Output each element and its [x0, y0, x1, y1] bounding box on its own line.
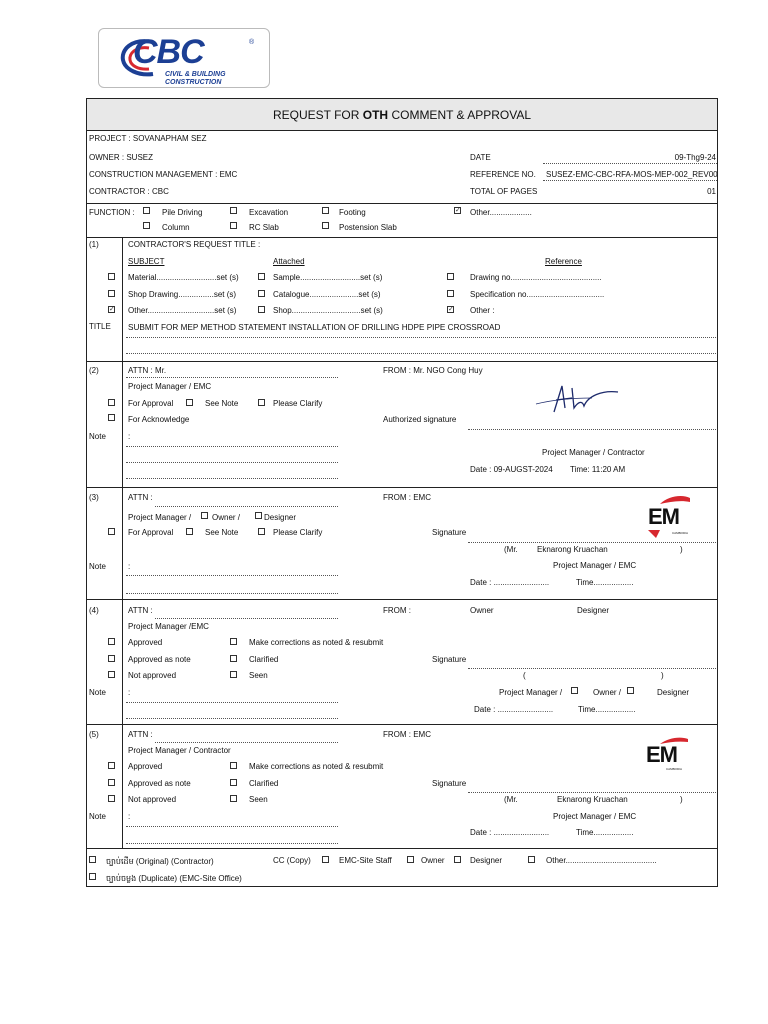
column-label: Column	[162, 223, 190, 232]
cbc-sub1: CIVIL & BUILDING	[165, 71, 226, 78]
subject-other-label: Other..............................set (s)	[128, 306, 237, 315]
s4-seen-label: Seen	[249, 671, 268, 680]
pile-driving-label: Pile Driving	[162, 208, 203, 217]
s2-attn: ATTN : Mr.	[128, 366, 167, 375]
s4-not-approved-label: Not approved	[128, 671, 177, 680]
material-label: Material...........................set (s)	[128, 273, 239, 282]
s3-note-label: Note	[89, 562, 106, 571]
s4-owner: Owner	[470, 606, 494, 615]
footer-designer-checkbox[interactable]	[454, 856, 461, 863]
s3-see-note-checkbox[interactable]	[186, 528, 193, 535]
s5-seen-checkbox[interactable]	[230, 795, 237, 802]
column-checkbox[interactable]	[143, 222, 150, 229]
s4-note-colon: :	[128, 688, 131, 697]
s4-owner-checkbox[interactable]	[571, 687, 578, 694]
specification-checkbox[interactable]	[447, 290, 454, 297]
s4-owner2-label: Owner /	[593, 688, 622, 697]
shop-checkbox[interactable]	[258, 306, 265, 313]
em-logo-2	[646, 736, 694, 776]
s4-pm2: Project Manager /	[499, 688, 563, 697]
s4-note-label: Note	[89, 688, 106, 697]
s2-for-approval-checkbox[interactable]	[108, 399, 115, 406]
s4-designer2-label: Designer	[657, 688, 690, 697]
s4-pm: Project Manager /EMC	[128, 622, 209, 631]
em-logo-text: EM	[648, 504, 679, 529]
s2-note-label: Note	[89, 432, 106, 441]
s2-pm-contractor: Project Manager / Contractor	[542, 448, 645, 457]
drawing-checkbox[interactable]	[447, 273, 454, 280]
s2-number: (2)	[89, 366, 99, 375]
sample-label: Sample...........................set (s)	[273, 273, 383, 282]
shop-label: Shop...............................set (s)	[273, 306, 383, 315]
s5-signature-label: Signature	[432, 779, 467, 788]
s4-seen-checkbox[interactable]	[230, 671, 237, 678]
contractor-name: CONTRACTOR : CBC	[89, 187, 169, 196]
s5-close-paren: )	[680, 795, 683, 804]
footer-other-label: Other.........................................	[546, 856, 657, 865]
catalogue-label: Catalogue......................set (s)	[273, 290, 381, 299]
s2-see-note-checkbox[interactable]	[186, 399, 193, 406]
s2-for-ack-label: For Acknowledge	[128, 415, 190, 424]
s3-owner-checkbox[interactable]	[201, 512, 208, 519]
s5-pm: Project Manager / Contractor	[128, 746, 231, 755]
signature-icon	[532, 382, 622, 416]
ref-label: REFERENCE NO.	[470, 170, 536, 179]
s3-please-clarify-label: Please Clarify	[273, 528, 323, 537]
s2-for-ack-checkbox[interactable]	[108, 414, 115, 421]
s3-attn: ATTN :	[128, 493, 153, 502]
s3-please-clarify-checkbox[interactable]	[258, 528, 265, 535]
owner-name: OWNER : SUSEZ	[89, 153, 154, 162]
s1-attached: Attached	[273, 257, 305, 266]
function-other-checkbox[interactable]: ✓	[455, 207, 461, 214]
project-name: PROJECT : SOVANAPHAM SEZ	[89, 134, 207, 143]
s3-mr: (Mr.	[504, 545, 518, 554]
rc-slab-label: RC Slab	[249, 223, 279, 232]
s4-from: FROM :	[383, 606, 411, 615]
s5-note-colon: :	[128, 812, 131, 821]
original-checkbox[interactable]	[89, 856, 96, 863]
s2-please-clarify-checkbox[interactable]	[258, 399, 265, 406]
s5-approved-note-checkbox[interactable]	[108, 779, 115, 786]
s4-signature-label: Signature	[432, 655, 467, 664]
s2-from: FROM : Mr. NGO Cong Huy	[383, 366, 483, 375]
duplicate-label: ច្បាប់ចម្លង (Duplicate) (EMC-Site Office)	[106, 874, 242, 883]
footer-owner-checkbox[interactable]	[407, 856, 414, 863]
title-label: TITLE	[89, 322, 111, 331]
form-title: REQUEST FOR OTH COMMENT & APPROVAL	[272, 108, 532, 122]
em-logo	[646, 494, 694, 540]
s4-approved-label: Approved	[128, 638, 163, 647]
cbc-reg: ®	[249, 39, 255, 46]
ref-value: SUSEZ-EMC-CBC-RFA-MOS-MEP-002_REV00	[546, 170, 718, 179]
site-staff-label: EMC-Site Staff	[339, 856, 392, 865]
s3-see-note-label: See Note	[205, 528, 239, 537]
s2-date: Date : 09-AUGST-2024	[470, 465, 553, 474]
catalogue-checkbox[interactable]	[258, 290, 265, 297]
footer-designer-label: Designer	[470, 856, 503, 865]
s5-not-approved-label: Not approved	[128, 795, 177, 804]
date-value: 09-Thg9-24	[674, 153, 716, 162]
pile-driving-checkbox[interactable]	[143, 207, 150, 214]
s1-reference: Reference	[545, 257, 582, 266]
s5-approved-label: Approved	[128, 762, 163, 771]
s5-attn: ATTN :	[128, 730, 153, 739]
s4-make-corr-checkbox[interactable]	[230, 638, 237, 645]
s4-close-paren: )	[661, 671, 664, 680]
s3-signature-label: Signature	[432, 528, 467, 537]
shop-drawing-label: Shop Drawing................set (s)	[128, 290, 237, 299]
s4-open-paren: (	[523, 671, 526, 680]
s3-owner-label: Owner /	[212, 513, 241, 522]
s5-approved-note-label: Approved as note	[128, 779, 191, 788]
s1-subject: SUBJECT	[128, 257, 165, 266]
s5-make-corr-checkbox[interactable]	[230, 762, 237, 769]
excavation-label: Excavation	[249, 208, 289, 217]
s2-auth-signature-label: Authorized signature	[383, 415, 457, 424]
s5-approved-checkbox[interactable]	[108, 762, 115, 769]
cc-label: CC (Copy)	[273, 856, 311, 865]
s1-title: CONTRACTOR'S REQUEST TITLE :	[128, 240, 261, 249]
s5-date: Date : .........................	[470, 828, 550, 837]
s3-pm: Project Manager /	[128, 513, 192, 522]
s3-for-approval-label: For Approval	[128, 528, 174, 537]
postension-checkbox[interactable]	[322, 222, 329, 229]
pages-value: 01	[707, 187, 716, 196]
s3-for-approval-checkbox[interactable]	[108, 528, 115, 535]
s4-number: (4)	[89, 606, 99, 615]
s4-approved-note-checkbox[interactable]	[108, 655, 115, 662]
s4-clarified-label: Clarified	[249, 655, 279, 664]
s3-note-colon: :	[128, 562, 131, 571]
s3-from: FROM : EMC	[383, 493, 431, 502]
s4-not-approved-checkbox[interactable]	[108, 671, 115, 678]
s5-pm-emc: Project Manager / EMC	[553, 812, 637, 821]
s5-mr: (Mr.	[504, 795, 518, 804]
cm-name: CONSTRUCTION MANAGEMENT : EMC	[89, 170, 238, 179]
s4-time: Time..................	[578, 705, 636, 714]
shop-drawing-checkbox[interactable]	[108, 290, 115, 297]
duplicate-checkbox[interactable]	[89, 873, 96, 880]
function-label: FUNCTION :	[89, 208, 135, 217]
sample-checkbox[interactable]	[258, 273, 265, 280]
title-text: SUBMIT FOR MEP METHOD STATEMENT INSTALLATION OF DRILLING HDPE PIPE CROSSROAD	[128, 323, 501, 332]
subject-other-checkbox[interactable]: ✓	[109, 306, 115, 313]
s5-clarified-label: Clarified	[249, 779, 279, 788]
s5-seen-label: Seen	[249, 795, 268, 804]
s4-approved-checkbox[interactable]	[108, 638, 115, 645]
s5-not-approved-checkbox[interactable]	[108, 795, 115, 802]
s3-signer-name: Eknarong Kruachan	[537, 545, 608, 554]
s4-designer-checkbox[interactable]	[627, 687, 634, 694]
s4-approved-note-label: Approved as note	[128, 655, 191, 664]
footer-other-checkbox[interactable]	[528, 856, 535, 863]
drawing-label: Drawing no.........................................	[470, 273, 602, 282]
s5-make-corr-label: Make corrections as noted & resubmit	[249, 762, 384, 771]
s4-clarified-checkbox[interactable]	[230, 655, 237, 662]
s5-signer-name: Eknarong Kruachan	[557, 795, 628, 804]
s5-time: Time..................	[576, 828, 634, 837]
function-other-label: Other...................	[470, 208, 532, 217]
footer-owner-label: Owner	[421, 856, 445, 865]
excavation-checkbox[interactable]	[230, 207, 237, 214]
cbc-brand: CBC	[133, 33, 204, 71]
cbc-logo	[98, 28, 270, 88]
s3-designer-label: Designer	[264, 513, 297, 522]
date-label: DATE	[470, 153, 491, 162]
s3-number: (3)	[89, 493, 99, 502]
s2-note-colon: :	[128, 432, 131, 441]
footing-label: Footing	[339, 208, 366, 217]
s2-see-note-label: See Note	[205, 399, 239, 408]
s4-date: Date : .........................	[474, 705, 554, 714]
s5-from: FROM : EMC	[383, 730, 431, 739]
s1-number: (1)	[89, 240, 99, 249]
postension-label: Postension Slab	[339, 223, 397, 232]
s4-attn: ATTN :	[128, 606, 153, 615]
s2-time: Time: 11:20 AM	[570, 465, 626, 474]
reference-other-checkbox[interactable]: ✓	[448, 306, 454, 313]
s4-make-corr-label: Make corrections as noted & resubmit	[249, 638, 384, 647]
site-staff-checkbox[interactable]	[322, 856, 329, 863]
reference-other-label: Other :	[470, 306, 495, 315]
s3-date: Date : .........................	[470, 578, 550, 587]
material-checkbox[interactable]	[108, 273, 115, 280]
s5-clarified-checkbox[interactable]	[230, 779, 237, 786]
original-label: ច្បាប់ដើម (Original) (Contractor)	[106, 857, 214, 866]
rc-slab-checkbox[interactable]	[230, 222, 237, 229]
s3-time: Time..................	[576, 578, 634, 587]
s2-for-approval-label: For Approval	[128, 399, 174, 408]
s5-number: (5)	[89, 730, 99, 739]
s2-please-clarify-label: Please Clarify	[273, 399, 323, 408]
footing-checkbox[interactable]	[322, 207, 329, 214]
s3-close-paren: )	[680, 545, 683, 554]
s3-designer-checkbox[interactable]	[255, 512, 262, 519]
cbc-sub2: CONSTRUCTION	[165, 79, 222, 86]
em-logo-sub: CAMBODIA	[672, 531, 689, 535]
specification-label: Specification no...................................	[470, 290, 605, 299]
pages-label: TOTAL OF PAGES	[470, 187, 538, 196]
s4-designer: Designer	[577, 606, 610, 615]
em-logo-sub: CAMBODIA	[666, 767, 683, 771]
s3-pm-emc: Project Manager / EMC	[553, 561, 637, 570]
s5-note-label: Note	[89, 812, 106, 821]
s2-pm: Project Manager / EMC	[128, 382, 212, 391]
em-logo-text: EM	[646, 742, 677, 767]
